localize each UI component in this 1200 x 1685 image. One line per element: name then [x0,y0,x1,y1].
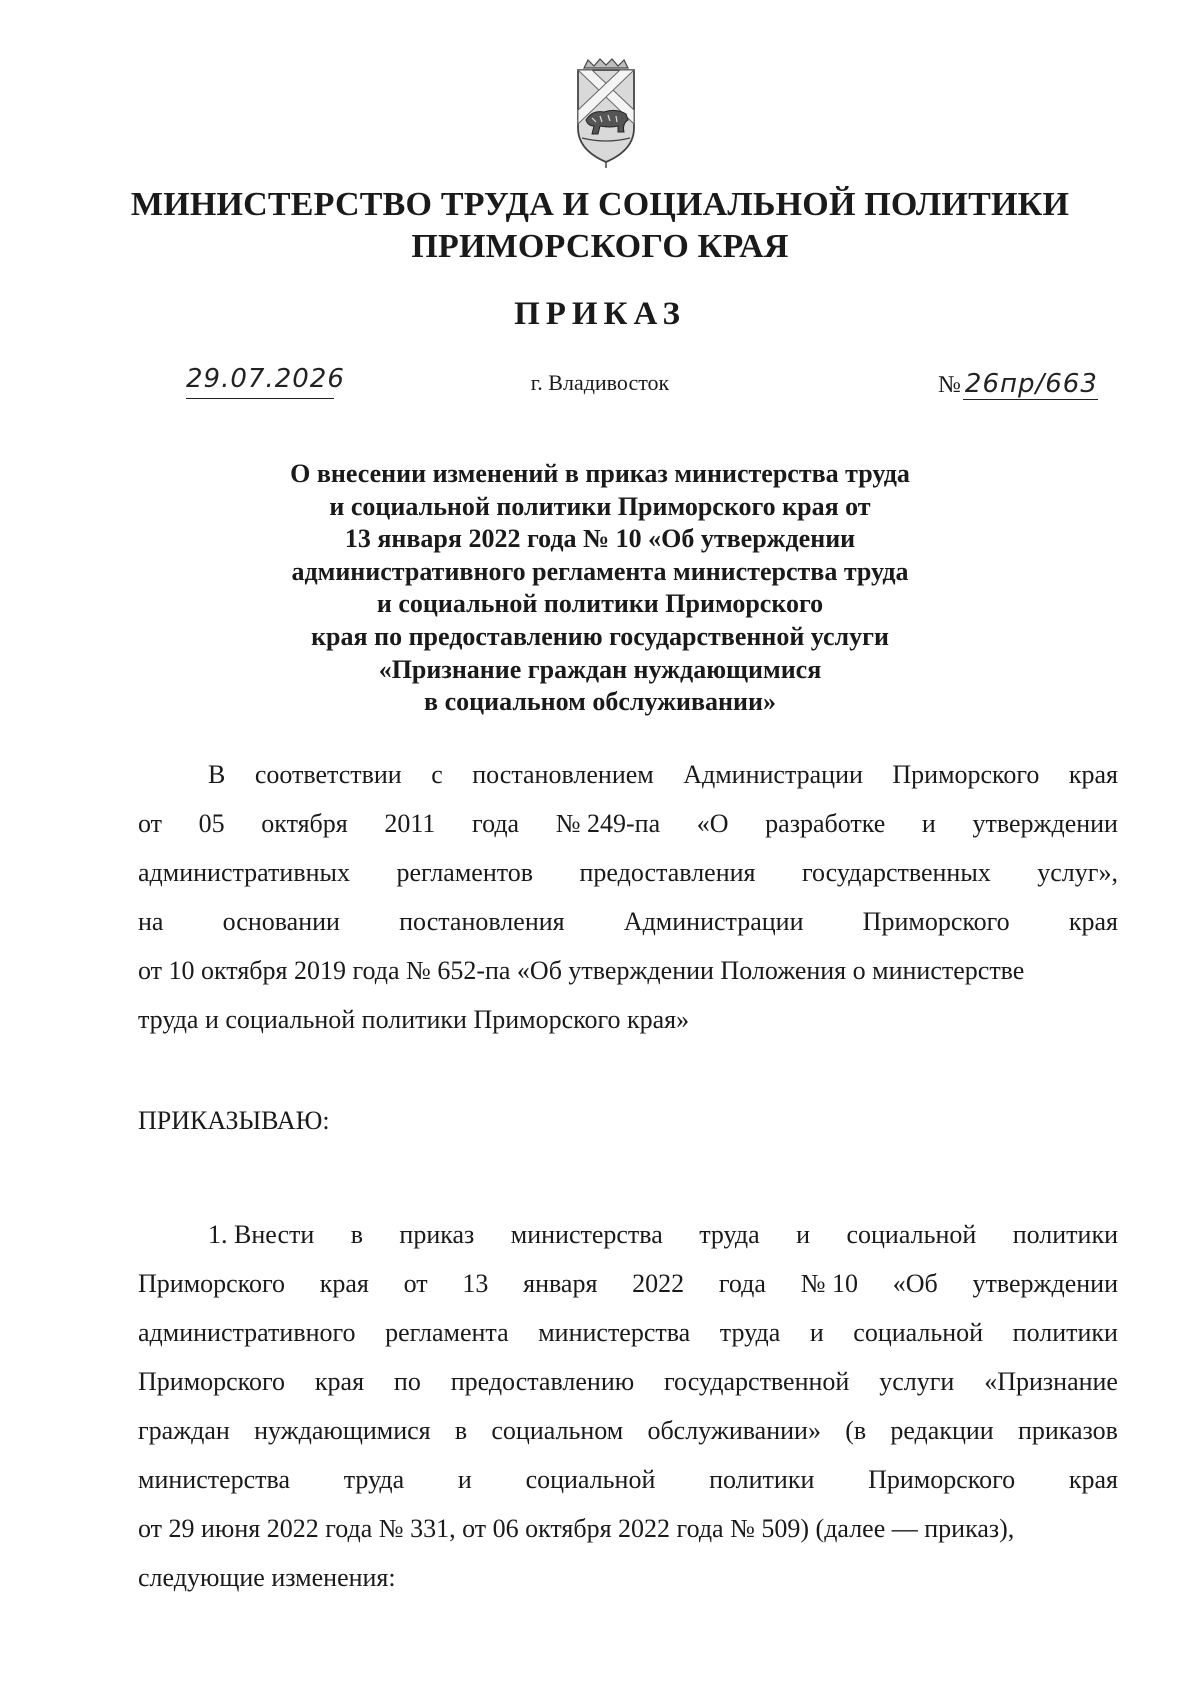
word: административных [138,858,350,887]
word: административного [138,1318,356,1347]
word: услуг», [1037,858,1118,887]
subject-line: О внесении изменений в приказ министерства труда [290,459,910,488]
word: на [138,907,164,936]
document-type: ПРИКАЗ [514,296,686,332]
word: октября [261,809,348,838]
word: предоставления [579,858,756,887]
word: года [472,809,520,838]
word: граждан [138,1416,230,1445]
text-line [138,1357,1118,1406]
word: Администрации [623,907,804,936]
word: от [138,809,163,838]
ministry-name-line2: ПРИМОРСКОГО КРАЯ [411,228,789,265]
word: социальной [525,1465,656,1494]
text-line [138,946,1118,995]
ministry-name-line1: МИНИСТЕРСТВО ТРУДА И СОЦИАЛЬНОЙ ПОЛИТИКИ [130,186,1070,223]
word: 2011 [384,809,436,838]
word: следующие изменения: [138,1563,396,1592]
word: министерства [510,1220,663,1249]
word: политики [1012,1220,1118,1249]
subject-line: и социальной политики Приморского [376,589,824,619]
document-date: 29.07.2026 [186,364,334,399]
text-line [138,799,1118,848]
subject-line: и социальной политики Приморского края от [329,491,871,521]
word: услуги [879,1367,955,1396]
word: политики [1012,1318,1118,1347]
word: регламентов [396,858,534,887]
word: предоставлению [450,1367,635,1396]
word: Приморского [892,760,1040,789]
item-1-paragraph [138,1210,1118,1602]
word: разработке [765,809,886,838]
word: и [809,1318,824,1347]
word: Приморского [868,1465,1016,1494]
subject-line: в социальном обслуживании» [424,687,776,717]
word: соответствии [254,760,402,789]
word: с [431,760,443,789]
text-line [138,897,1118,946]
word: министерства [538,1318,691,1347]
word: труда и социальной политики Приморского края» [138,1005,690,1034]
word: января [523,1269,598,1298]
text-line [138,1210,1118,1259]
text-line [138,1553,1118,1602]
word: труда [699,1220,760,1249]
word: Приморского [138,1367,286,1396]
document-number [938,364,1098,400]
word: края [1068,907,1118,936]
word: государственных [801,858,991,887]
word: края [319,1269,369,1298]
word: редакции [890,1416,994,1445]
text-line [138,750,1118,799]
text-line [138,1308,1118,1357]
word: края [1068,760,1118,789]
ministry-name [0,184,1200,268]
word: труда [719,1318,781,1347]
word: от 10 октября 2019 года № 652-па «Об утверждении Положения о министерстве [138,956,1025,985]
number-sign: № [938,372,961,398]
word: и [457,1465,472,1494]
word: года [718,1269,766,1298]
word: 05 [198,809,225,838]
text-line [138,1259,1118,1308]
word: и [796,1220,811,1249]
word: № 10 [800,1269,858,1298]
word: Приморского [138,1269,286,1298]
word: 2022 [632,1269,685,1298]
word: Администрации [683,760,863,789]
word: приказов [1017,1416,1118,1445]
word: № 249-па [555,809,661,838]
subject-line: «Признание граждан нуждающимися [378,654,822,684]
word: Приморского [862,907,1010,936]
word: (в [845,1416,867,1445]
word: от 29 июня 2022 года № 331, от 06 октября 2022 года № 509) (далее — приказ), [138,1514,1015,1543]
word: от [403,1269,428,1298]
subject-line: 13 января 2022 года № 10 «Об утверждении [344,524,856,554]
text-line [138,1455,1118,1504]
word: края [1068,1465,1118,1494]
text-line [138,848,1118,897]
word: социальном [491,1416,624,1445]
document-city: г. Владивосток [530,370,670,395]
word: обслуживании» [647,1416,821,1445]
order-word: ПРИКАЗЫВАЮ: [138,1106,330,1135]
word: 1. Внести [208,1220,315,1249]
word: приказ [399,1220,475,1249]
word: основании [222,907,340,936]
word: постановления [399,907,565,936]
word: утверждении [972,1269,1118,1298]
word: министерства [138,1465,291,1494]
text-line [138,995,1118,1044]
word: государственной [664,1367,850,1396]
coat-of-arms-icon [572,58,640,168]
word: В [208,760,226,789]
word: по [393,1367,421,1396]
word: постановлением [472,760,654,789]
word: края [314,1367,365,1396]
word: «О [696,809,729,838]
preamble-paragraph [138,750,1118,1044]
word: регламента [385,1318,509,1347]
word: нуждающимися [254,1416,431,1445]
number-value: 26пр/663 [964,369,1098,399]
subject-line: края по предоставлению государственной услуги [311,621,889,651]
word: и [921,809,936,838]
word: труда [343,1465,405,1494]
word: политики [709,1465,815,1494]
word: в [454,1416,468,1445]
word: социальной [846,1220,977,1249]
text-line [138,1406,1118,1455]
word: социальной [853,1318,984,1347]
word: в [350,1220,363,1249]
subject-line: административного регламента министерства труда [291,556,909,586]
document-subject [0,458,1200,719]
word: утверждении [972,809,1118,838]
word: «Об [892,1269,938,1298]
word: «Признание [984,1367,1118,1396]
word: 13 [462,1269,489,1298]
text-line [138,1504,1118,1553]
